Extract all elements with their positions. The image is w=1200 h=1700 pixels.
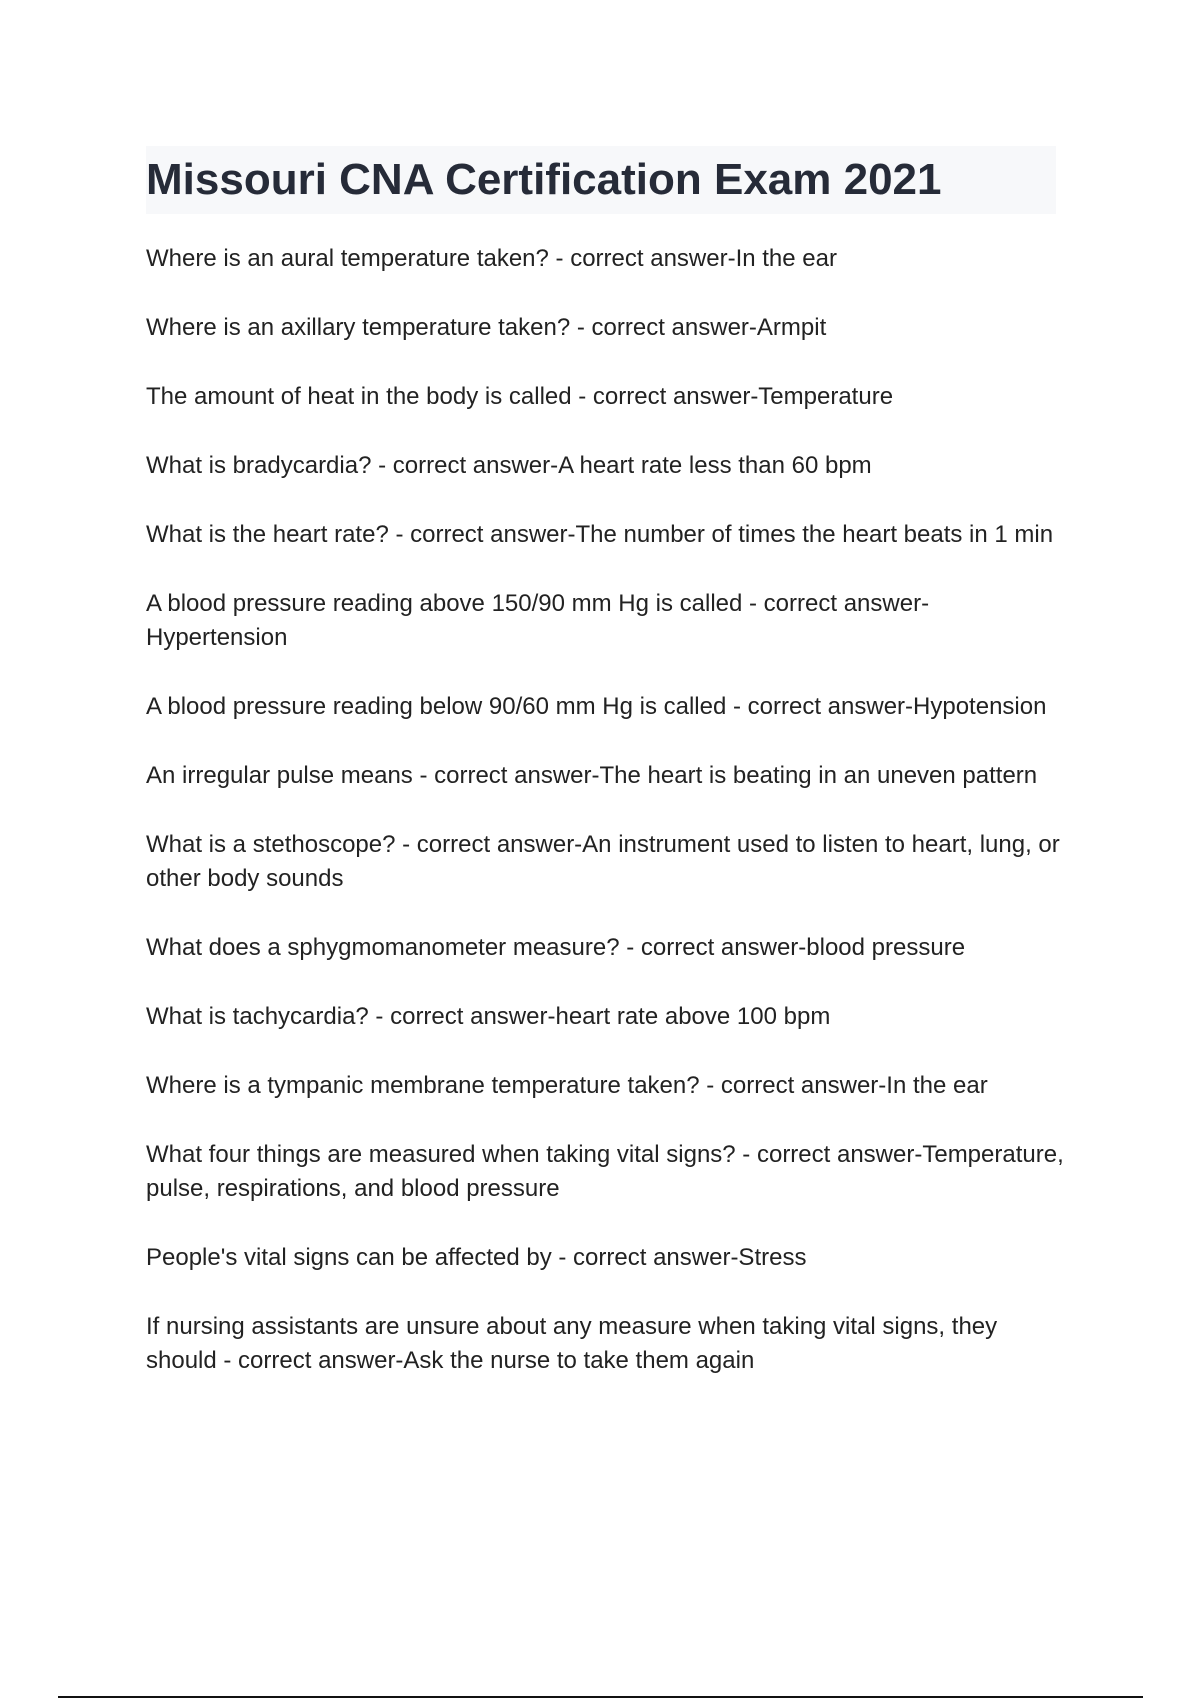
qa-item-15: If nursing assistants are unsure about any measure when taking vital signs, they should - correct answer-Ask the nurse to take them again — [146, 1313, 998, 1374]
qa-item-1: Where is an aural temperature taken? - correct answer-In the ear — [146, 245, 837, 272]
qa-item-13: What four things are measured when taking vital signs? - correct answer-Temperature, pulse, respirations, and blood pressure — [146, 1141, 1064, 1202]
qa-item-6: A blood pressure reading above 150/90 mm Hg is called - correct answer-Hypertension — [146, 590, 930, 651]
qa-list — [146, 242, 1066, 1413]
qa-item-9: What is a stethoscope? - correct answer-An instrument used to listen to heart, lung, or other body sounds — [146, 831, 1060, 892]
qa-item-11: What is tachycardia? - correct answer-heart rate above 100 bpm — [146, 1003, 831, 1030]
qa-item-10: What does a sphygmomanometer measure? - correct answer-blood pressure — [146, 934, 966, 961]
qa-item-4: What is bradycardia? - correct answer-A heart rate less than 60 bpm — [146, 452, 872, 479]
qa-item-2: Where is an axillary temperature taken? - correct answer-Armpit — [146, 314, 827, 341]
title-band — [146, 146, 1056, 214]
qa-item-3: The amount of heat in the body is called - correct answer-Temperature — [146, 383, 894, 410]
qa-item-5: What is the heart rate? - correct answer-The number of times the heart beats in 1 min — [146, 521, 1054, 548]
page-bottom-rule — [58, 1696, 1143, 1698]
qa-item-8: An irregular pulse means - correct answer-The heart is beating in an uneven pattern — [146, 762, 1038, 789]
qa-item-7: A blood pressure reading below 90/60 mm Hg is called - correct answer-Hypotension — [146, 693, 1047, 720]
document-title: Missouri CNA Certification Exam 2021 — [146, 155, 942, 204]
qa-item-14: People's vital signs can be affected by - correct answer-Stress — [146, 1244, 807, 1271]
qa-item-12: Where is a tympanic membrane temperature taken? - correct answer-In the ear — [146, 1072, 988, 1099]
